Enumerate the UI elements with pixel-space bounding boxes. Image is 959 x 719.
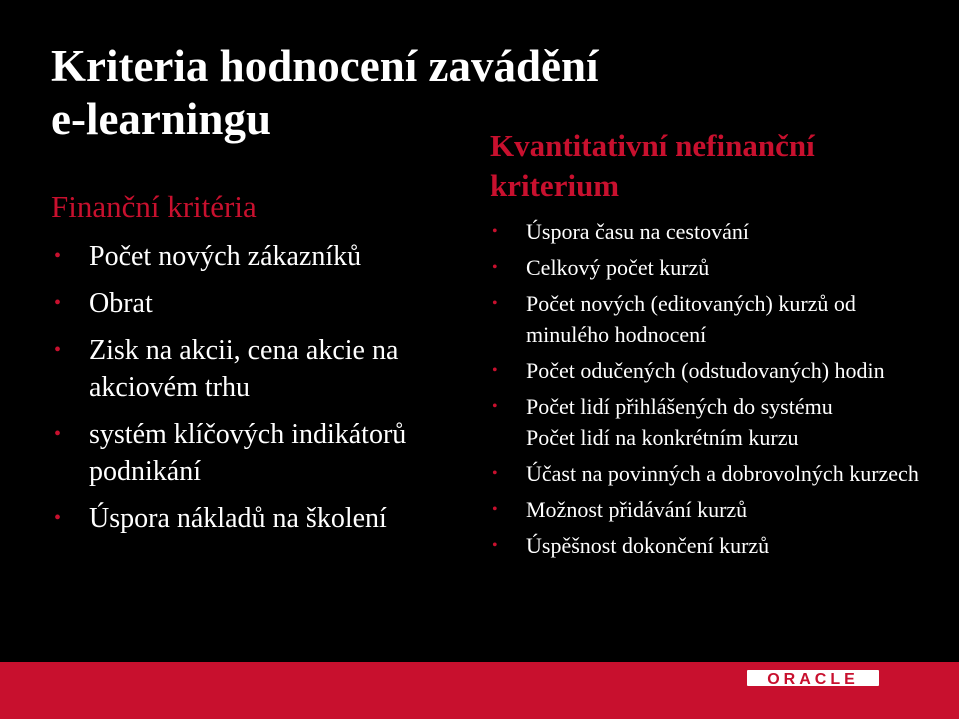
list-item: • Obrat: [51, 285, 461, 322]
bullet-icon: •: [492, 465, 498, 482]
list-item: • Možnost přidávání kurzů: [490, 494, 942, 525]
list-item: • Zisk na akcii, cena akcie na akciovém trhu: [51, 332, 461, 406]
list-item: • Počet lidí přihlášených do systému: [490, 391, 942, 422]
oracle-logo: [747, 665, 879, 691]
bullet-icon: •: [54, 339, 62, 361]
bullet-icon: •: [492, 398, 498, 415]
bullet-icon: •: [54, 245, 62, 267]
bullet-icon: •: [492, 223, 498, 240]
title-line-1: Kriteria hodnocení zavádění: [51, 41, 599, 91]
list-item: • Úspora času na cestování: [490, 216, 942, 247]
logo-wordmark: ORACLE: [767, 671, 859, 688]
bullet-icon: •: [54, 292, 62, 314]
financial-criteria-list: [51, 238, 461, 537]
list-item: • Celkový počet kurzů: [490, 252, 942, 283]
financial-criteria-heading: Finanční kritéria: [51, 189, 257, 224]
nonfinancial-criterion-heading: Kvantitativní nefinanční kriterium: [490, 128, 815, 203]
bullet-icon: •: [54, 423, 62, 445]
title-line-2: e-learningu: [51, 94, 271, 144]
bullet-icon: •: [492, 259, 498, 276]
list-item: • Počet nových (editovaných) kurzů od minulého hodnocení: [490, 288, 942, 350]
list-item: • Počet nových zákazníků: [51, 238, 461, 275]
list-item: Počet lidí na konkrétním kurzu: [526, 425, 799, 450]
bullet-icon: •: [492, 501, 498, 518]
list-item: • Účast na povinných a dobrovolných kurzech: [490, 458, 942, 489]
bullet-icon: •: [492, 362, 498, 379]
list-item: • Úspora nákladů na školení: [51, 500, 461, 537]
bullet-icon: •: [492, 537, 498, 554]
oracle-logo-mark: [747, 665, 879, 691]
nonfinancial-criteria-list: [490, 216, 942, 561]
bullet-icon: •: [54, 507, 62, 529]
list-item: • systém klíčových indikátorů podnikání: [51, 416, 461, 490]
list-item: • Úspěšnost dokončení kurzů: [490, 530, 942, 561]
bullet-icon: •: [492, 295, 498, 312]
list-item: • Počet odučených (odstudovaných) hodin: [490, 355, 942, 386]
